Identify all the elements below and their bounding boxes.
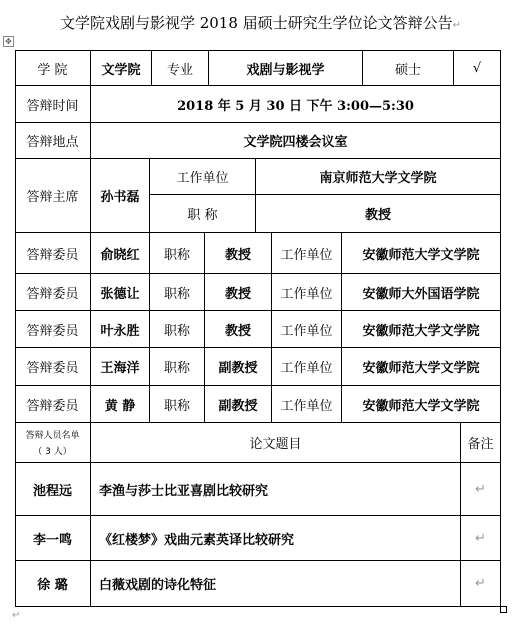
chair-unit-label: 工作单位: [176, 171, 229, 186]
committee-title-label: 职称: [163, 323, 190, 339]
students-names-header: [15, 423, 90, 462]
chair-title-label: 职 称: [187, 208, 218, 223]
defense-place-label: 答辩地点: [26, 135, 79, 150]
student-remark: ↵: [475, 481, 486, 497]
committee-title: 副教授: [218, 361, 258, 376]
committee-unit-label: 工作单位: [280, 286, 333, 302]
degree-value: 硕士: [394, 62, 421, 78]
major-label: 专业: [166, 62, 193, 78]
committee-label: 答辩委员: [26, 247, 79, 263]
student-thesis: 《红楼梦》戏曲元素英译比较研究: [99, 532, 295, 548]
table-border-bottom: [15, 606, 500, 607]
committee-label: 答辩委员: [26, 398, 79, 414]
table-resize-handle[interactable]: [500, 606, 507, 613]
committee-title: 副教授: [218, 398, 258, 414]
committee-unit-label: 工作单位: [280, 398, 333, 414]
student-remark: ↵: [475, 530, 486, 546]
committee-label: 答辩委员: [26, 361, 79, 376]
committee-unit-label: 工作单位: [280, 323, 333, 339]
college-label: 学 院: [37, 62, 68, 78]
paragraph-mark: ↵: [12, 610, 21, 621]
committee-name: 黄 静: [104, 398, 136, 414]
committee-unit-label: 工作单位: [280, 247, 333, 263]
committee-title: 教授: [224, 247, 251, 263]
student-name: 李一鸣: [32, 532, 72, 548]
chair-title-value: 教授: [364, 208, 391, 223]
committee-title-label: 职称: [163, 361, 190, 376]
committee-unit: 安徽师范大学文学院: [362, 361, 480, 376]
students-names-label: 答辩人员名单: [25, 431, 80, 441]
chair-label: 答辩主席: [26, 190, 79, 205]
students-count: （ 3 人）: [33, 447, 72, 457]
announcement-title: 文学院戏剧与影视学 2018 届硕士研究生学位论文答辩公告↵: [59, 14, 462, 32]
defense-time-label: 答辩时间: [26, 98, 79, 114]
defense-place-value: 文学院四楼会议室: [243, 135, 348, 150]
student-name: 徐 璐: [37, 578, 68, 593]
committee-unit: 安徽师范大学文学院: [362, 398, 480, 414]
defense-time-value: 2018 年 5 月 30 日 下午 3:00—5:30: [177, 98, 414, 114]
committee-unit-label: 工作单位: [280, 361, 333, 376]
college-value: 文学院: [101, 62, 141, 78]
committee-title: 教授: [224, 323, 251, 339]
committee-label: 答辩委员: [26, 286, 79, 302]
committee-name: 张德让: [100, 286, 140, 302]
chair-name: 孙书磊: [100, 190, 140, 205]
committee-title-label: 职称: [163, 398, 190, 414]
committee-unit: 安徽师范大学文学院: [362, 323, 480, 339]
committee-unit: 安徽师大外国语学院: [362, 286, 480, 302]
committee-title: 教授: [224, 286, 251, 302]
student-thesis: 白薇戏剧的诗化特征: [99, 578, 217, 593]
degree-check: √: [472, 60, 482, 76]
chair-unit-value: 南京师范大学文学院: [319, 171, 437, 186]
table-move-handle-icon[interactable]: ✥: [3, 36, 14, 47]
committee-title-label: 职称: [163, 286, 190, 302]
committee-label: 答辩委员: [26, 323, 79, 339]
committee-title-label: 职称: [163, 247, 190, 263]
committee-name: 叶永胜: [100, 323, 140, 339]
student-remark: ↵: [475, 576, 486, 591]
major-value: 戏剧与影视学: [246, 62, 325, 78]
student-thesis: 李渔与莎士比亚喜剧比较研究: [99, 483, 269, 499]
remark-header: 备注: [467, 437, 494, 452]
thesis-title-header: 论文题目: [249, 437, 302, 452]
committee-name: 俞晓红: [100, 247, 140, 263]
student-name: 池程远: [32, 483, 72, 499]
committee-unit: 安徽师范大学文学院: [362, 247, 480, 263]
table-border-right: [500, 50, 501, 607]
committee-name: 王海洋: [100, 361, 140, 376]
